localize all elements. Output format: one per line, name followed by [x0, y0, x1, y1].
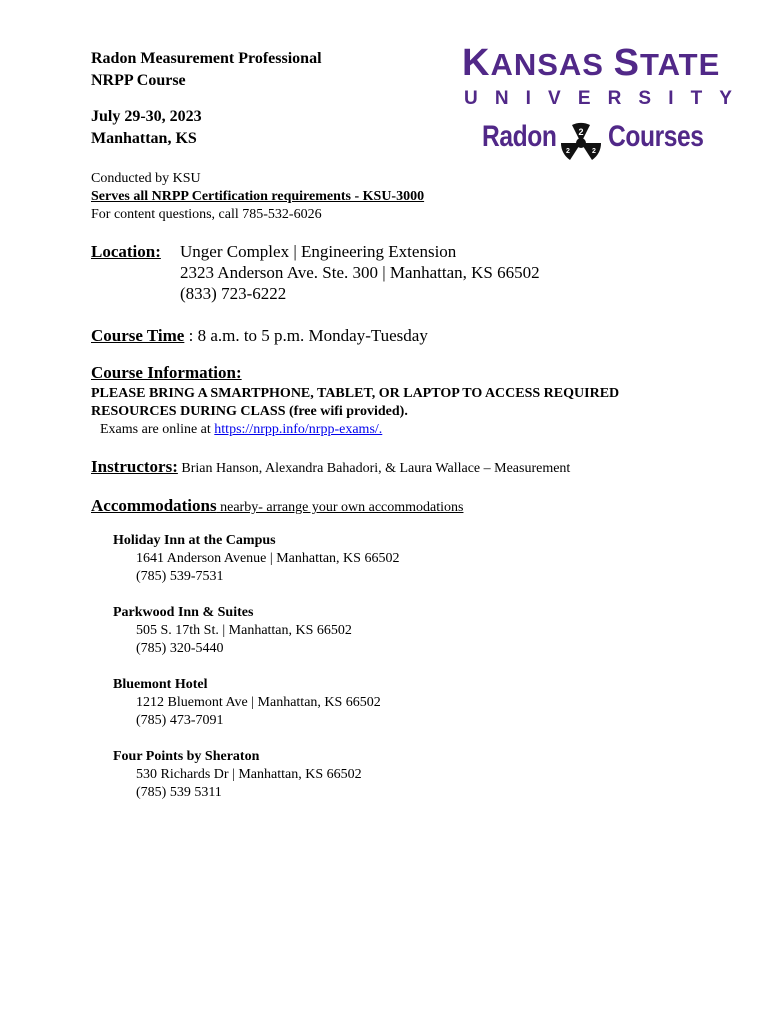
content-questions: For content questions, call 785-532-6026	[91, 207, 322, 222]
instructors-section	[91, 456, 570, 479]
hotel-name: Bluemont Hotel	[113, 677, 208, 692]
course-title	[91, 48, 322, 92]
accommodations-label: Accommodations	[91, 496, 217, 515]
conducted-by: Conducted by KSU	[91, 171, 201, 186]
hotel-name: Four Points by Sheraton	[113, 749, 260, 764]
course-time-label: Course Time	[91, 326, 185, 345]
courses-word: Courses	[608, 120, 704, 153]
course-title-line1: Radon Measurement Professional	[91, 50, 322, 67]
kansas-state-wordmark: KANSAS STATE	[462, 42, 721, 84]
hotel-name: Holiday Inn at the Campus	[113, 533, 276, 548]
accommodations-section	[91, 495, 463, 518]
header-block	[91, 48, 322, 150]
course-dates	[91, 106, 322, 150]
radon-word: Radon	[482, 120, 557, 153]
location-details	[180, 241, 540, 304]
list-item	[113, 676, 399, 730]
certification-statement: Serves all NRPP Certification requirements - KSU-3000	[91, 189, 425, 204]
radiation-icon	[554, 116, 608, 170]
hotel-phone: (785) 473-7091	[136, 713, 224, 728]
hotel-name: Parkwood Inn & Suites	[113, 605, 254, 620]
intro-block	[91, 170, 424, 224]
ksu-radon-logo	[458, 40, 733, 180]
instructors-label: Instructors:	[91, 457, 178, 476]
university-wordmark: U N I V E R S I T Y	[464, 88, 732, 109]
course-city: Manhattan, KS	[91, 130, 197, 147]
device-notice: PLEASE BRING A SMARTPHONE, TABLET, OR LAPTOP TO ACCESS REQUIRED RESOURCES DURING CLASS (free wifi provided).	[91, 386, 620, 419]
list-item	[113, 532, 399, 586]
exams-note: Exams are online at https://nrpp.info/nrpp-exams/.	[100, 422, 383, 437]
accommodations-note: nearby- arrange your own accommodations	[216, 500, 464, 515]
hotel-phone: (785) 539-7531	[136, 569, 224, 584]
list-item	[113, 604, 399, 658]
exams-link[interactable]: https://nrpp.info/nrpp-exams/.	[214, 422, 383, 437]
course-time-section	[91, 325, 428, 346]
hotel-list	[113, 532, 399, 820]
course-date: July 29-30, 2023	[91, 108, 202, 125]
hotel-phone: (785) 539 5311	[136, 785, 222, 800]
course-title-line2: NRPP Course	[91, 72, 186, 89]
svg-text:2: 2	[592, 148, 596, 155]
hotel-address: 1641 Anderson Avenue | Manhattan, KS 66502	[136, 551, 400, 566]
hotel-address: 505 S. 17th St. | Manhattan, KS 66502	[136, 623, 352, 638]
svg-text:2: 2	[566, 148, 570, 155]
svg-text:2: 2	[578, 127, 584, 137]
location-section	[91, 241, 540, 304]
course-time-value: : 8 a.m. to 5 p.m. Monday-Tuesday	[184, 326, 428, 345]
hotel-phone: (785) 320-5440	[136, 641, 224, 656]
location-phone: (833) 723-6222	[180, 284, 287, 303]
course-information-label: Course Information:	[91, 363, 242, 382]
list-item	[113, 748, 399, 802]
instructors-value: Brian Hanson, Alexandra Bahadori, & Laura Wallace – Measurement	[177, 461, 571, 476]
course-information-section	[91, 362, 711, 439]
hotel-address: 530 Richards Dr | Manhattan, KS 66502	[136, 767, 362, 782]
location-address: 2323 Anderson Ave. Ste. 300 | Manhattan, KS 66502	[180, 263, 540, 282]
location-venue: Unger Complex | Engineering Extension	[180, 242, 457, 261]
location-label: Location:	[91, 242, 161, 261]
hotel-address: 1212 Bluemont Ave | Manhattan, KS 66502	[136, 695, 381, 710]
